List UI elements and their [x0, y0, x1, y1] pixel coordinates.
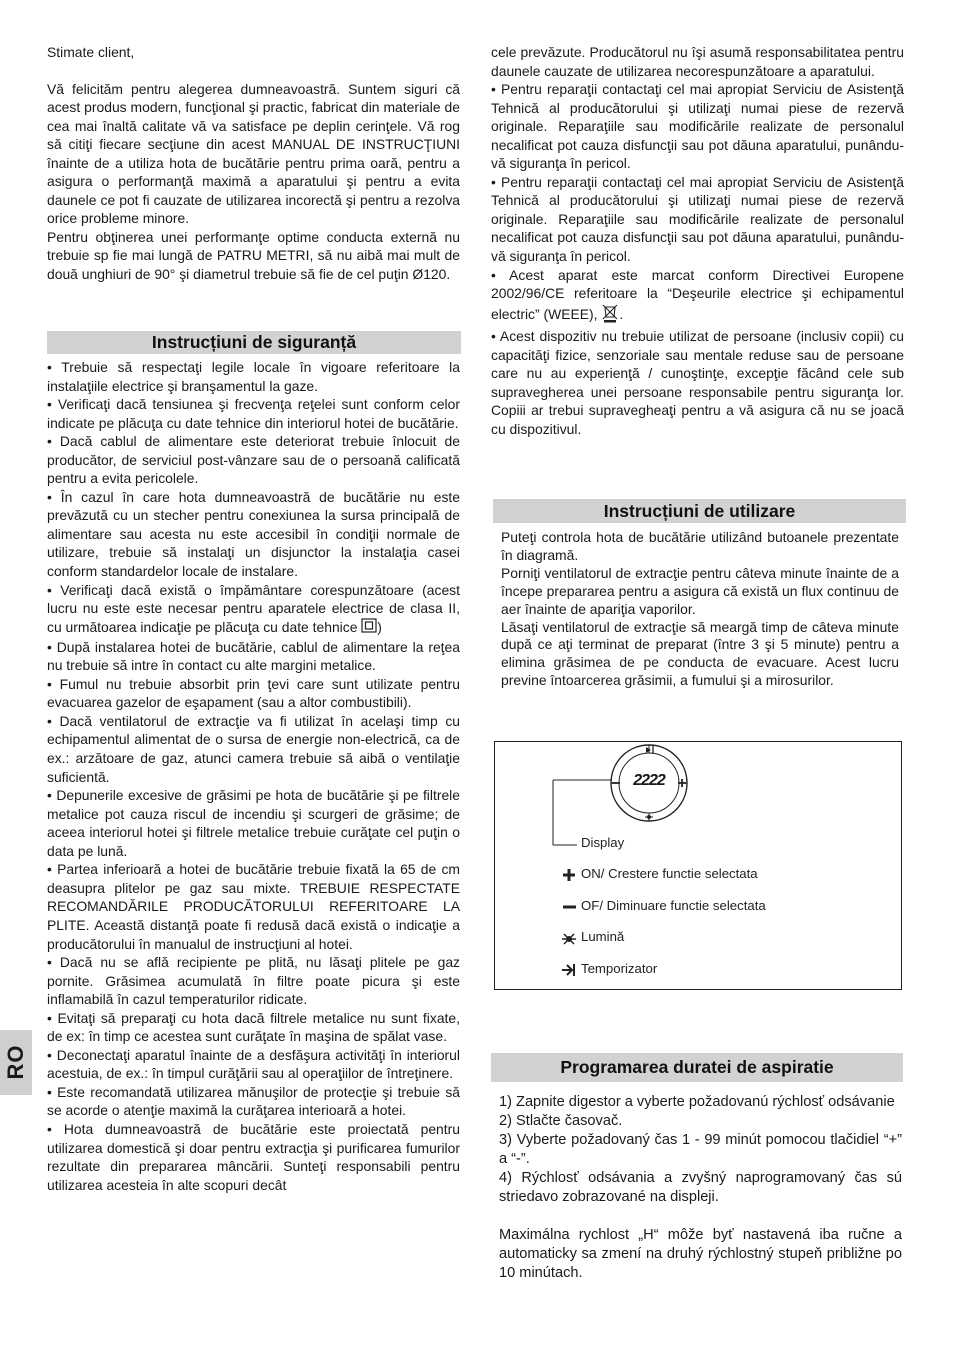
safety-item: • Dacă ventilatorul de extracţie va fi utilizat în acelaşi timp cu echipamentul alimentat de o sursa de energie non-electrică, ca de ex.: arzătoare de gaz, atunci camera trebuie să aibă o ventilaţie suficientă.	[47, 712, 460, 785]
usage-paragraph: Lăsaţi ventilatorul de extracţie să meargă timp de câteva minute după ce aţi terminat de preparat (între 3 şi 5 minute) pentru a elimina grăsimea de pe conducta de evacuare. Acest lucru previne întoarcerea grăsimii, a fumului şi a mirosurilor.	[501, 618, 899, 689]
usage-heading: Instrucțiuni de utilizare	[493, 499, 906, 523]
programming-step: 1) Zapnite digestor a vyberte požadovanú rýchlosť odsávanie	[499, 1094, 895, 1110]
language-tab	[0, 1030, 32, 1095]
safety-item-class2: • Verificaţi dacă există o împământare corespunzătoare (acest lucru nu este este necesar pentru aparatele electrice de clasa II, cu următoarea indicaţie pe plăcuţa cu date tehnice )	[47, 581, 460, 638]
duct-paragraph: Pentru obţinerea unei performanţe optime conducta externă nu trebuie sp fie mai lungă de PATRU METRI, să nu aibă mai mult de două unghiuri de 90° şi diametrul trebuie să fie de cel puţin Ø120.	[47, 228, 460, 283]
weee-bin-icon	[601, 303, 619, 328]
safety-item: • Acest dispozitiv nu trebuie utilizat de persoane (inclusiv copii) cu capacităţi fizice, senzoriale sau mentale reduse sau de persoane care nu au experienţă / cunoştinţe, excepţie făcând cele sub supravegherea unei persoane responsabile pentru siguranţa lor. Copiii ar trebui supravegheaţi pentru a vă asigura că nu se joacă cu dispozitivul.	[491, 328, 904, 437]
safety-list	[47, 358, 460, 1194]
right-column	[491, 43, 904, 438]
weee-item: • Acest aparat este marcat conform Directivei Europene 2002/96/CE referitoare la “Deşeurile electrice şi echipamentul electric” (WEEE), .	[491, 266, 904, 328]
safety-item: • Dacă cablul de alimentare este deteriorat trebuie înlocuit de producător, de serviciul post-vânzare sau de o persoană calificată pentru a evita pericolele.	[47, 433, 460, 487]
legend-minus: OF/ Diminuare functie selectata	[581, 898, 766, 913]
usage-paragraph: Puteţi controla hota de bucătărie utilizând butoanele prezentate în diagramă.	[501, 529, 899, 563]
safety-item: • După instalarea hotei de bucătărie, cablul de alimentare la reţea nu trebuie să intre în contact cu alte margini metalice.	[47, 638, 460, 674]
safety-item: • Depunerile excesive de grăsimi pe hota de bucătărie şi pe filtrele metalice pot cauza riscul de incendiu şi scurgeri de grăsime; de aceea interiorul hotei şi filtrele metalice trebuie curăţate cel puţin o data pe lună.	[47, 787, 460, 859]
legend-light: Lumină	[581, 929, 624, 944]
safety-item: • Fumul nu trebuie absorbit prin ţevi care sunt utilizate pentru evacuarea gazelor de eşapament (sau a altor combustibili).	[47, 675, 460, 711]
safety-item: • Partea inferioară a hotei de bucătărie trebuie fixată la 65 de cm deasupra plitelor pe gaz sau mixte. TREBUIE RESPECTATE RECOMANDĂRILE PRODUCĂTORULUI REFERITOARE LA PLITE. Această distanţă poate fi redusă dacă există o indicaţie a producătorului în manualul de instrucţiuni al hotei.	[47, 861, 460, 952]
safety-item: • Pentru reparaţii contactaţi cel mai apropiat Serviciu de Asistenţă Tehnică al producătorului şi utilizaţi numai piese de rezervă originale. Reparaţiile sau modificările realizate de personalul necalificat pot cauza disfuncţii sau pot dăuna aparatului, punându-vă siguranţa în pericol.	[491, 173, 904, 265]
light-icon	[561, 930, 577, 946]
legend-plus: ON/ Crestere functie selectata	[581, 866, 758, 881]
safety-item: • Deconectaţi aparatul înainte de a desfăşura activităţi în interiorul acestuia, de ex.: în timpul curăţării sau al operaţiilor de întreţinere.	[47, 1046, 460, 1082]
control-panel-diagram	[494, 741, 902, 990]
safety-item: • Verificaţi dacă tensiunea şi frecvenţa reţelei sunt conform celor indicate pe plăcuţa cu date tehnice din interiorul hotei de bucătărie.	[47, 396, 460, 431]
programming-heading: Programarea duratei de aspiratie	[491, 1053, 903, 1082]
safety-item: cele prevăzute. Producătorul nu îşi asumă responsabilitatea pentru daunele cauzate de utilizarea necorespunzătoare a aparatului.	[491, 44, 904, 79]
minus-icon	[561, 899, 577, 915]
safety-item: • Este recomandată utilizarea mănuşilor de protecţie şi trebuie să se acorde o atenţie maximă la curăţarea interioară a hotei.	[47, 1083, 460, 1119]
programming-section	[499, 1093, 902, 1283]
safety-heading: Instrucțiuni de siguranță	[47, 331, 461, 354]
language-tab-label: RO	[3, 1044, 28, 1080]
safety-item: • Dacă nu se află recipiente pe plită, nu lăsaţi plitele pe gaz pornite. Grăsimea acumulată în filtre poate picura şi este inflamabilă în cazul temperaturilor ridicate.	[47, 954, 460, 1008]
usage-section	[501, 529, 899, 690]
display-digits: 2222	[633, 772, 665, 789]
programming-note: Maximálna rychlost „H“ môže byť nastavená iba ručne a automaticky sa zmení na druhý rýchlostný stupeň približne po 10 minútach.	[499, 1227, 902, 1281]
timer-icon	[561, 962, 577, 978]
safety-item: • Evitaţi să preparaţi cu hota dacă filtrele metalice nu sunt fixate, de ex: în timp ce acestea sunt curăţate în maşina de spălat vase.	[47, 1009, 460, 1045]
programming-step: 2) Stlačte časovač.	[499, 1113, 623, 1129]
plus-icon	[561, 867, 577, 883]
legend-display: Display	[581, 835, 625, 850]
left-column	[47, 43, 460, 284]
safety-item: • Pentru reparaţii contactaţi cel mai apropiat Serviciu de Asistenţă Tehnică al producătorului şi utilizaţi numai piese de rezervă originale. Reparaţiile sau modificările realizate de personalul necalificat pot cauza disfuncţii sau pot dăuna aparatului, punându-vă siguranţa în pericol.	[491, 81, 904, 172]
programming-step: 3) Vyberte požadovaný čas 1 - 99 minút pomocou tlačidiel “+” a “-”.	[499, 1132, 902, 1167]
safety-item: • În cazul în care hota dumneavoastră de bucătărie nu este prevăzută cu un stecher pentru conexiunea la sursa principală de alimentare sau acesta nu este accesibil în condiţii normale de utilizare, trebuie să instalaţi un disjunctor la instalaţia casei conform standardelor locale de instalare.	[47, 488, 460, 580]
usage-paragraph: Porniţi ventilatorul de extracţie pentru câteva minute înainte de a începe prepararea pentru a asigura că există un flux continuu de aer înainte de apariţia vaporilor.	[501, 564, 899, 617]
programming-step: 4) Rýchlosť odsávania a zvyšný naprogramovaný čas sú striedavo zobrazované na displeji.	[499, 1170, 902, 1205]
intro-paragraph: Vă felicităm pentru alegerea dumneavoastră. Suntem siguri că acest produs modern, funcţional şi practic, fabricat din materiale de cea mai înaltă calitate vă va satisface pe deplin cerinţele. Vă rog să citiţi fiecare secţiune din acest MANUAL DE INSTRUCŢIUNI înainte de a utiliza hota de bucătărie pentru prima oară, pentru a asigura o performanţă maximă a aparatului şi pentru a evita daunele ce pot fi cauzate de utilizarea incorectă şi pentru a rezolva orice probleme minore.	[47, 80, 460, 227]
double-insulation-icon	[361, 618, 377, 638]
safety-item: • Hota dumneavoastră de bucătărie este proiectată pentru utilizarea domestică şi doar pentru extracţia şi purificarea fumurilor rezultate din prepararea mâncării. Sunteţi responsabili pentru utilizarea acesteia în alte scopuri decât	[47, 1120, 460, 1193]
legend-timer: Temporizator	[581, 961, 657, 976]
safety-item: • Trebuie să respectaţi legile locale în vigoare referitoare la instalaţiile electrice şi branşamentul la gaze.	[47, 359, 460, 394]
greeting: Stimate client,	[47, 44, 135, 60]
